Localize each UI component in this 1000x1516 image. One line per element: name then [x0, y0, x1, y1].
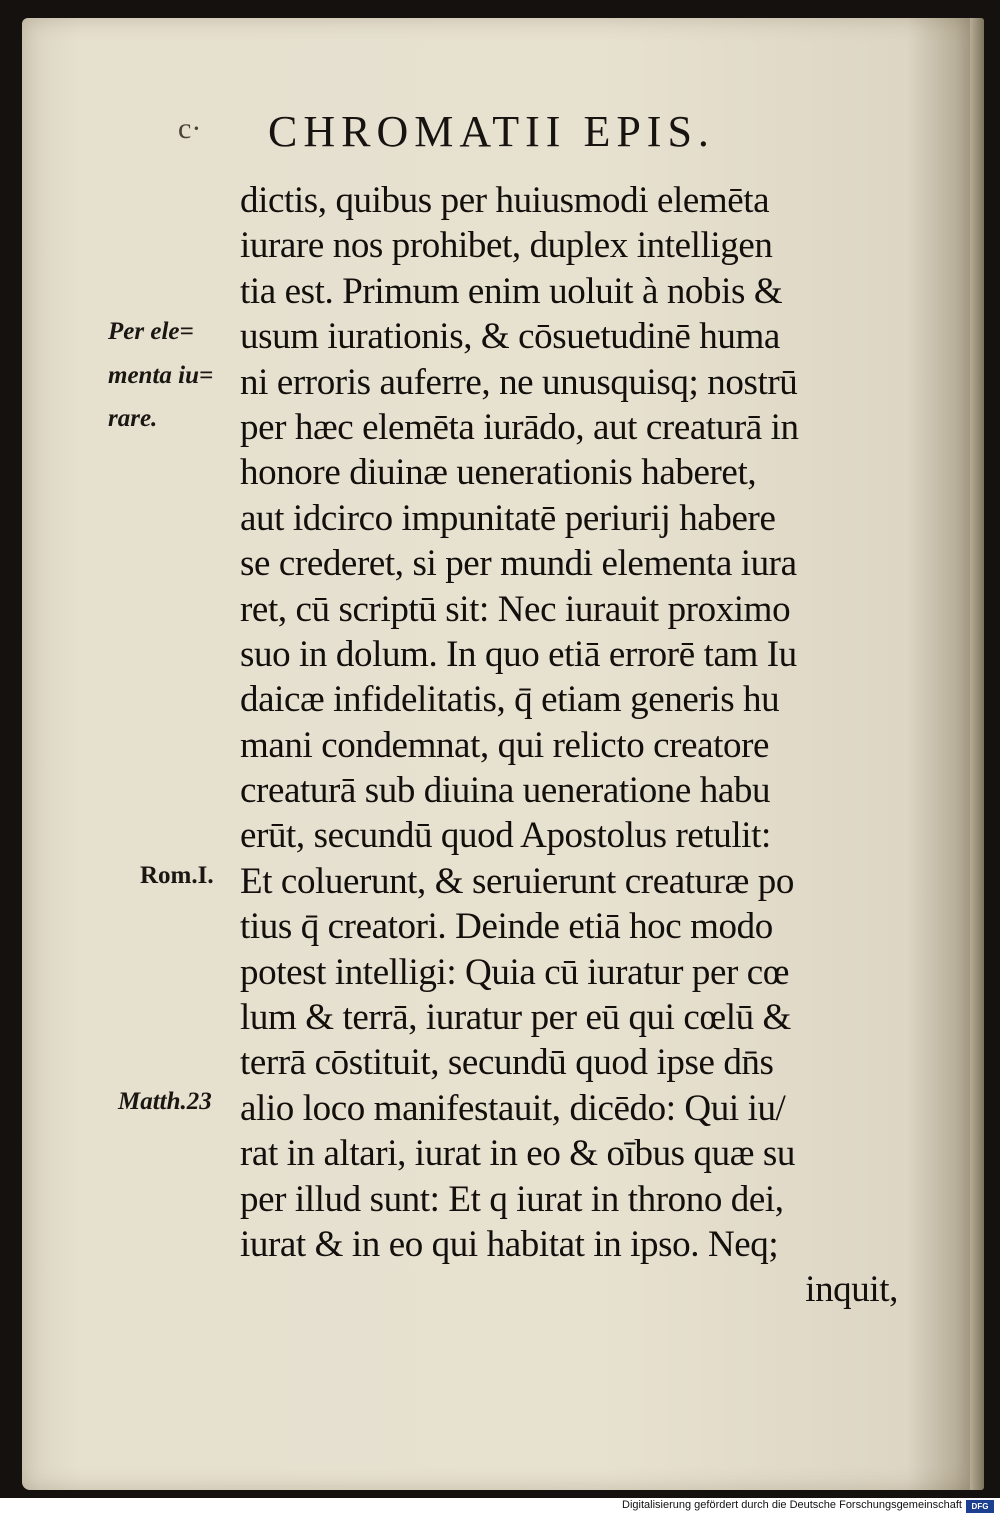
margin-note-rom: Rom.I.: [140, 862, 214, 889]
text-line: usum iurationis, & cōsuetudinē huma: [240, 316, 780, 358]
text-line: ni erroris auferre, ne unusquisq; nostrū: [240, 361, 798, 403]
margin-note-matth: Matth.23: [118, 1088, 212, 1115]
funding-credit: Digitalisierung gefördert durch die Deutsche Forschungsgemeinschaft: [622, 1499, 962, 1511]
text-line: tia est. Primum enim uoluit à nobis &: [240, 270, 783, 312]
margin-note-per-elementa-3: rare.: [108, 405, 158, 432]
page-edge: [970, 18, 984, 1490]
text-line: suo in dolum. In quo etiā errorē tam Iu: [240, 633, 797, 675]
text-line: terrā cōstituit, secundū quod ipse dn̄s: [240, 1042, 774, 1084]
dfg-logo: DFG: [966, 1500, 994, 1513]
text-line: mani condemnat, qui relicto creatore: [240, 724, 770, 766]
text-line: iurare nos prohibet, duplex intelligen: [240, 225, 773, 267]
text-line: tius q̄ creatori. Deinde etiā hoc modo: [240, 906, 773, 948]
text-line: aut idcirco impunitatē periurij habere: [240, 497, 776, 539]
text-line: alio loco manifestauit, dicēdo: Qui iu/: [240, 1087, 786, 1129]
text-line: lum & terrā, iuratur per eū qui cœlū &: [240, 997, 791, 1039]
text-line: honore diuinæ uenerationis haberet,: [240, 452, 757, 494]
text-line: per hæc elemēta iurādo, aut creaturā in: [240, 406, 799, 448]
text-line: iurat & in eo qui habitat in ipso. Neq;: [240, 1223, 779, 1265]
running-title: CHROMATII EPIS.: [268, 107, 715, 156]
text-line: dictis, quibus per huiusmodi elemēta: [240, 180, 770, 221]
body-text: [240, 178, 920, 1313]
text-line: erūt, secundū quod Apostolus retulit:: [240, 815, 771, 857]
text-line: daicæ infidelitatis, q̄ etiam generis hu: [240, 679, 780, 721]
text-line: creaturā sub diuina ueneratione habu: [240, 770, 771, 812]
text-line: ret, cū scriptū sit: Nec iurauit proximo: [240, 588, 791, 630]
catchword: inquit,: [805, 1269, 898, 1311]
head-ornament-mark: c·: [178, 112, 202, 145]
text-line: potest intelligi: Quia cū iuratur per cœ: [240, 951, 790, 993]
margin-note-per-elementa-2: menta iu=: [108, 362, 214, 389]
margin-note-per-elementa-1: Per ele=: [108, 318, 194, 345]
digitization-footer: [0, 1498, 1000, 1516]
text-line: rat in altari, iurat in eo & oībus quæ su: [240, 1133, 795, 1175]
text-line: se crederet, si per mundi elementa iura: [240, 543, 797, 585]
text-line: per illud sunt: Et q iurat in throno dei,: [240, 1178, 784, 1220]
text-line: Et coluerunt, & seruierunt creaturæ po: [240, 860, 795, 902]
